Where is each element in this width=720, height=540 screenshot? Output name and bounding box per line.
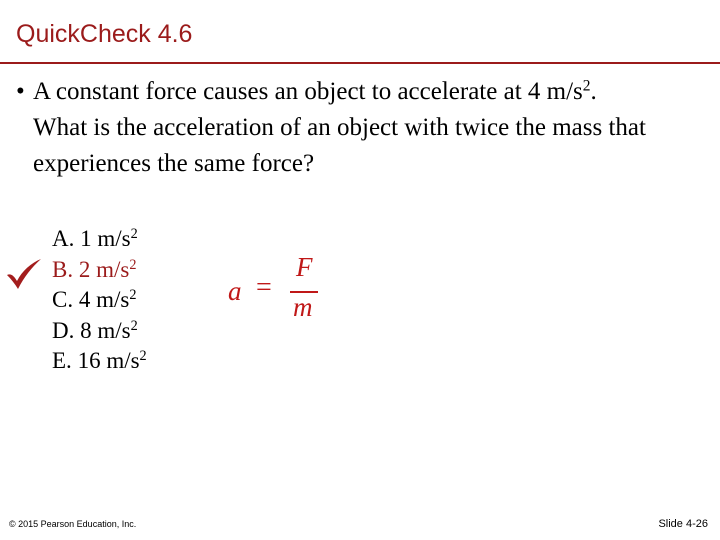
option-superscript: 2 (139, 348, 147, 365)
option-value: 8 m/s (80, 317, 131, 343)
option-superscript: 2 (129, 256, 137, 273)
question-text-main: A constant force causes an object to accelerate at 4 m/s (33, 78, 583, 105)
option-superscript: 2 (129, 287, 137, 304)
option-letter: A. (52, 226, 75, 251)
option-letter: B. (52, 256, 74, 282)
formula-numerator: F (296, 252, 313, 282)
answer-options (52, 224, 147, 377)
bullet: • (16, 78, 25, 105)
question-text-rest: . What is the acceleration of an object with twice the mass that experiences the same force? (33, 78, 646, 177)
formula-lhs: a (228, 276, 242, 306)
copyright: © 2015 Pearson Education, Inc. (9, 519, 137, 529)
slide-title: QuickCheck 4.6 (16, 20, 193, 48)
checkmark-icon (5, 258, 43, 290)
option-e (52, 346, 147, 377)
question-text (33, 74, 656, 182)
question (16, 74, 656, 182)
option-value: 1 m/s (80, 226, 131, 251)
option-value: 2 m/s (78, 256, 130, 282)
option-c (52, 285, 147, 316)
question-superscript: 2 (582, 77, 591, 95)
formula-equals: = (256, 272, 272, 303)
formula-denominator: m (293, 292, 313, 322)
option-d (52, 316, 147, 347)
option-superscript: 2 (130, 226, 138, 243)
option-letter: D. (52, 317, 75, 343)
option-letter: C. (52, 287, 74, 312)
option-value: 16 m/s (77, 348, 140, 373)
slide-number: Slide 4-26 (658, 518, 708, 530)
option-value: 4 m/s (78, 287, 130, 312)
option-b (52, 255, 147, 286)
option-a (52, 224, 147, 255)
formula (228, 252, 328, 326)
option-letter: E. (52, 348, 72, 373)
option-superscript: 2 (130, 317, 138, 334)
title-divider (0, 62, 720, 64)
